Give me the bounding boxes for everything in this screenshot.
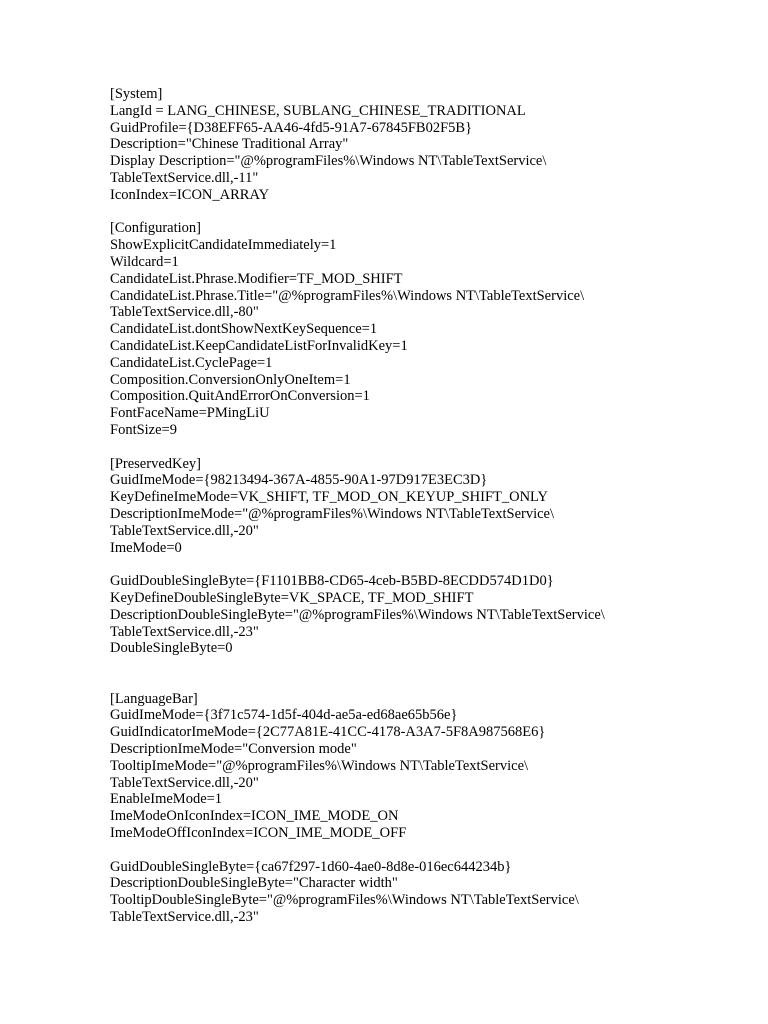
text-line: GuidIndicatorImeMode={2C77A81E-41CC-4178-A3A7-5F8A987568E6} — [110, 724, 546, 741]
text-line: CandidateList.KeepCandidateListForInvalidKey=1 — [110, 337, 408, 354]
section-language-bar — [110, 691, 750, 842]
text-line: GuidDoubleSingleByte={ca67f297-1d60-4ae0-8d8e-016ec644234b} — [110, 858, 512, 875]
section-preserved-key-double-single-byte — [110, 573, 750, 657]
text-line: ShowExplicitCandidateImmediately=1 — [110, 237, 337, 254]
text-line: ImeModeOffIconIndex=ICON_IME_MODE_OFF — [110, 825, 407, 842]
text-line: Display Description="@%programFiles%\Windows NT\TableTextService\ — [110, 153, 547, 170]
section-preserved-key — [110, 456, 750, 557]
text-line: DescriptionDoubleSingleByte="@%programFiles%\Windows NT\TableTextService\ — [110, 606, 605, 623]
text-line: TableTextService.dll,-11" — [110, 169, 259, 186]
section-configuration — [110, 220, 750, 438]
document-page — [110, 86, 750, 926]
blank-line — [110, 556, 750, 573]
text-line: IconIndex=ICON_ARRAY — [110, 186, 270, 203]
text-line: TableTextService.dll,-80" — [110, 304, 259, 321]
text-line: TableTextService.dll,-20" — [110, 522, 259, 539]
text-line: FontSize=9 — [110, 421, 177, 438]
blank-line — [110, 439, 750, 456]
section-system — [110, 86, 750, 204]
text-line: DescriptionImeMode="@%programFiles%\Windows NT\TableTextService\ — [110, 505, 555, 522]
section-header-system: [System] — [110, 86, 163, 102]
text-line: KeyDefineImeMode=VK_SHIFT, TF_MOD_ON_KEYUP_SHIFT_ONLY — [110, 489, 548, 506]
blank-line — [110, 204, 750, 221]
text-line: TableTextService.dll,-23" — [110, 623, 259, 640]
section-header-preserved-key: [PreservedKey] — [110, 455, 201, 472]
text-line: CandidateList.Phrase.Modifier=TF_MOD_SHIFT — [110, 270, 403, 287]
text-line: KeyDefineDoubleSingleByte=VK_SPACE, TF_MOD_SHIFT — [110, 589, 474, 606]
text-line: CandidateList.CyclePage=1 — [110, 354, 273, 371]
text-line: GuidImeMode={98213494-367A-4855-90A1-97D917E3EC3D} — [110, 472, 488, 489]
text-line: EnableImeMode=1 — [110, 791, 223, 808]
text-line: Composition.QuitAndErrorOnConversion=1 — [110, 388, 370, 405]
blank-lines — [110, 657, 750, 691]
text-line: TableTextService.dll,-23" — [110, 909, 259, 926]
text-line: TooltipDoubleSingleByte="@%programFiles%\Windows NT\TableTextService\ — [110, 892, 579, 909]
text-line: DoubleSingleByte=0 — [110, 640, 233, 657]
text-line: LangId = LANG_CHINESE, SUBLANG_CHINESE_TRADITIONAL — [110, 102, 526, 119]
text-line: GuidProfile={D38EFF65-AA46-4fd5-91A7-67845FB02F5B} — [110, 119, 473, 136]
text-line: ImeMode=0 — [110, 539, 182, 556]
section-header-configuration: [Configuration] — [110, 220, 202, 237]
text-line: Composition.ConversionOnlyOneItem=1 — [110, 371, 351, 388]
text-line: Wildcard=1 — [110, 253, 179, 270]
text-line: CandidateList.Phrase.Title="@%programFiles%\Windows NT\TableTextService\ — [110, 287, 585, 304]
text-line: GuidDoubleSingleByte={F1101BB8-CD65-4ceb-B5BD-8ECDD574D1D0} — [110, 573, 554, 590]
text-line: TableTextService.dll,-20" — [110, 774, 259, 791]
text-line: ImeModeOnIconIndex=ICON_IME_MODE_ON — [110, 808, 399, 825]
text-line: DescriptionImeMode="Conversion mode" — [110, 741, 357, 758]
text-line: FontFaceName=PMingLiU — [110, 405, 270, 422]
text-line: DescriptionDoubleSingleByte="Character width" — [110, 875, 398, 892]
blank-line — [110, 842, 750, 859]
text-line: GuidImeMode={3f71c574-1d5f-404d-ae5a-ed68ae65b56e} — [110, 707, 458, 724]
text-line: TooltipImeMode="@%programFiles%\Windows NT\TableTextService\ — [110, 757, 529, 774]
text-line: CandidateList.dontShowNextKeySequence=1 — [110, 321, 378, 338]
section-header-language-bar: [LanguageBar] — [110, 690, 198, 707]
section-language-bar-double-single-byte — [110, 859, 750, 926]
text-line: Description="Chinese Traditional Array" — [110, 136, 349, 153]
